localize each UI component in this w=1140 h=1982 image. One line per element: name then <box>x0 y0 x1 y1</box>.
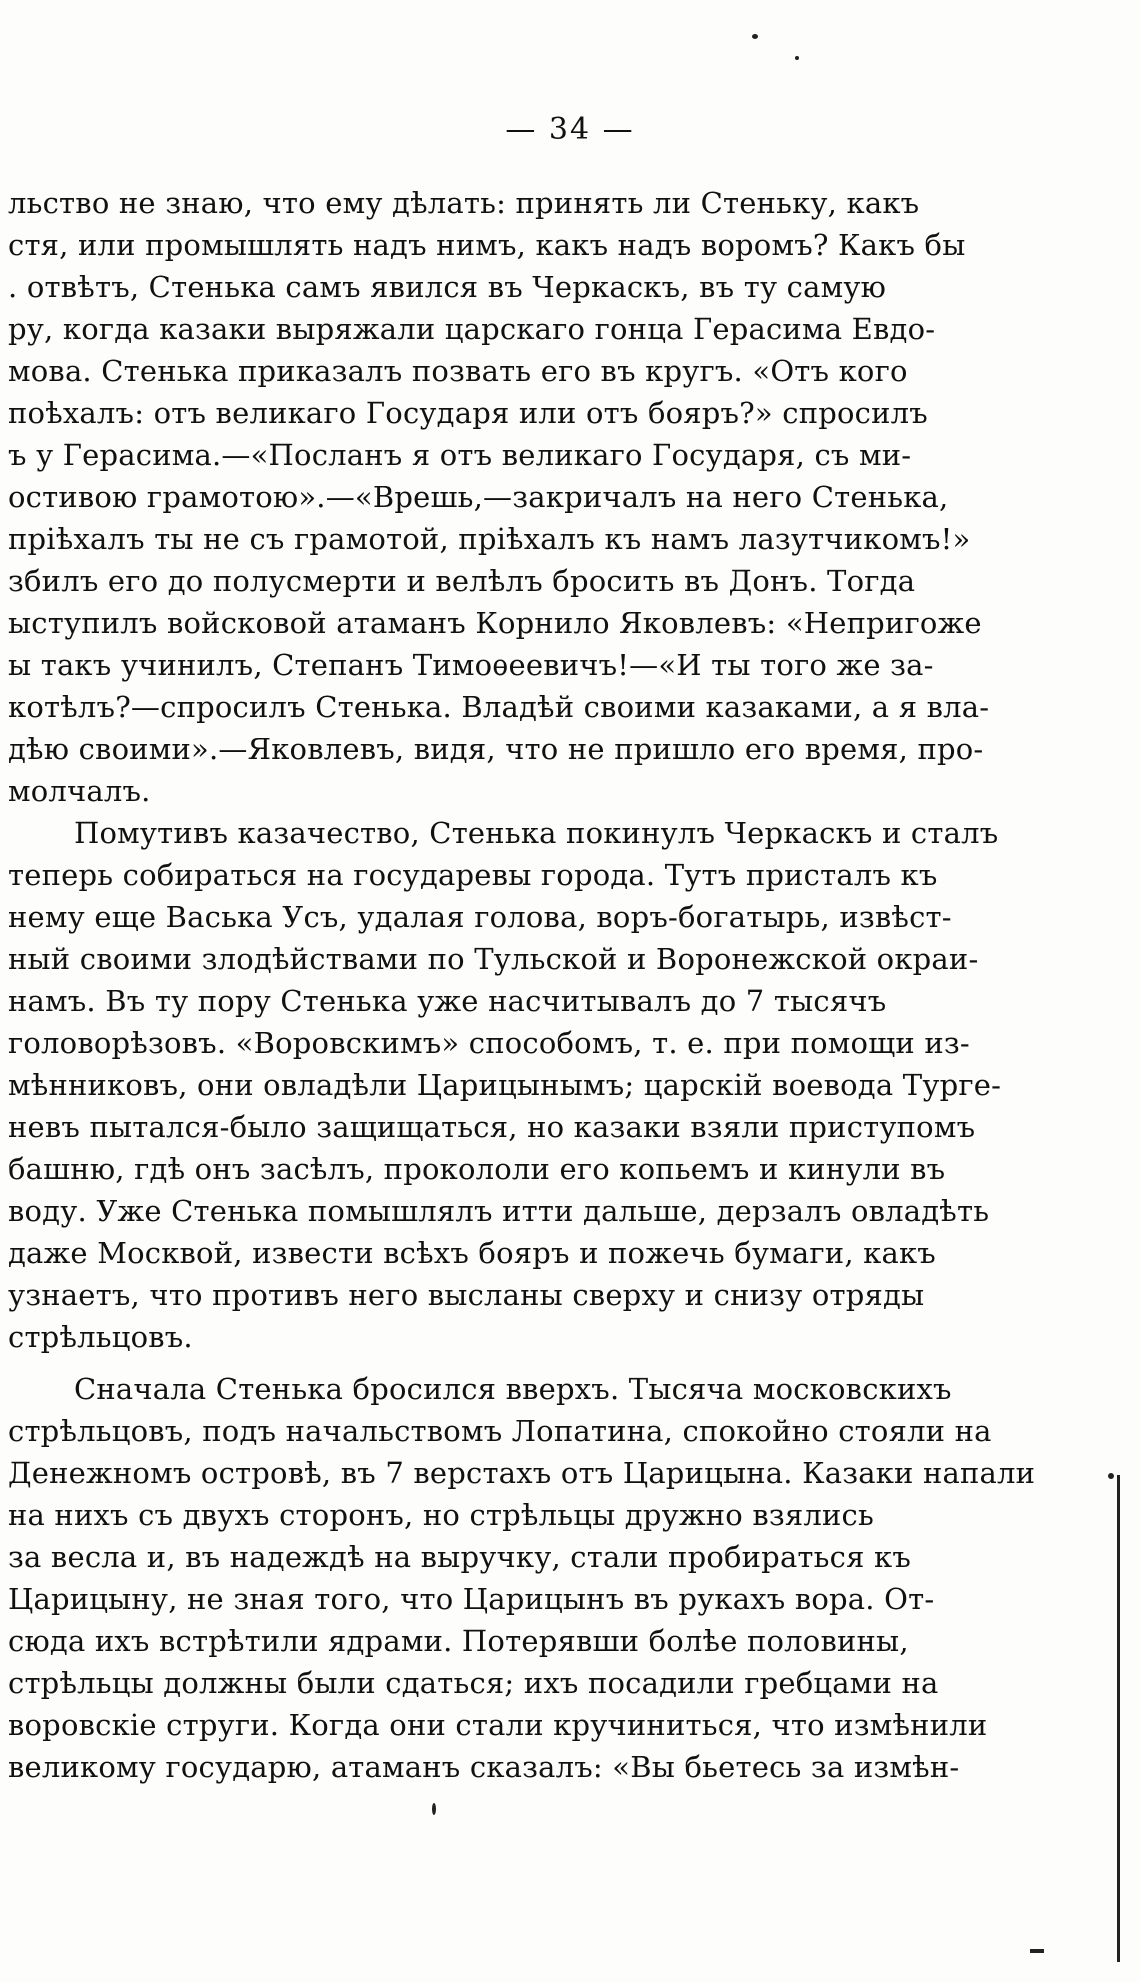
paragraph-1 <box>8 182 1008 812</box>
text-line: пріѣхалъ ты не съ грамотой, пріѣхалъ къ намъ лазутчикомъ!» <box>8 522 971 556</box>
text-line: даже Москвой, извести всѣхъ бояръ и пожечь бумаги, какъ <box>8 1236 936 1270</box>
text-line: льство не знаю, что ему дѣлать: принять ли Стеньку, какъ <box>8 186 920 220</box>
scan-speck <box>432 1803 436 1815</box>
text-line: башню, гдѣ онъ засѣлъ, прокололи его копьемъ и кинули въ <box>8 1152 946 1186</box>
text-line: ру, когда казаки выряжали царскаго гонца Герасима Евдо- <box>8 312 936 346</box>
text-line: стрѣльцовъ, подъ начальствомъ Лопатина, спокойно стояли на <box>8 1414 992 1448</box>
text-line: на нихъ съ двухъ сторонъ, но стрѣльцы дружно взялись <box>8 1498 874 1532</box>
text-line: теперь собираться на государевы города. Тутъ присталъ къ <box>8 858 938 892</box>
text-line: ы такъ учинилъ, Степанъ Тимоѳеевичъ!—«И ты того же за- <box>8 648 934 682</box>
text-line: збилъ его до полусмерти и велѣлъ бросить въ Донъ. Тогда <box>8 564 916 598</box>
scan-edge-line <box>1117 1475 1120 1962</box>
text-line: стрѣльцы должны были сдаться; ихъ посадили гребцами на <box>8 1666 939 1700</box>
text-line: Сначала Стенька бросился вверхъ. Тысяча московскихъ <box>74 1372 952 1406</box>
text-line: узнаетъ, что противъ него высланы сверху и снизу отряды <box>8 1278 925 1312</box>
text-line: Царицыну, не зная того, что Царицынъ въ рукахъ вора. От- <box>8 1582 935 1616</box>
paragraph-2 <box>8 812 1008 1358</box>
text-line: поѣхалъ: отъ великаго Государя или отъ бояръ?» спросилъ <box>8 396 928 430</box>
scan-speck <box>1108 1473 1114 1479</box>
text-line: воду. Уже Стенька помышлялъ итти дальше, дерзалъ овладѣть <box>8 1194 990 1228</box>
text-line: дѣю своими».—Яковлевъ, видя, что не пришло его время, про- <box>8 732 984 766</box>
text-line: мѣнниковъ, они овладѣли Царицынымъ; царскій воевода Турге- <box>8 1068 1002 1102</box>
text-line: ъ у Герасима.—«Посланъ я отъ великаго Государя, съ ми- <box>8 438 912 472</box>
scan-speck <box>752 34 758 39</box>
text-line: воровскіе струги. Когда они стали кручиниться, что измѣнили <box>8 1708 988 1742</box>
text-line: молчалъ. <box>8 774 151 808</box>
text-line: стя, или промышлять надъ нимъ, какъ надъ воромъ? Какъ бы <box>8 228 966 262</box>
body-text <box>8 182 1036 1788</box>
text-line: нему еще Васька Усъ, удалая голова, воръ-богатырь, извѣст- <box>8 900 952 934</box>
page-number: — 34 — <box>505 112 635 147</box>
text-line: невъ пытался-было защищаться, но казаки взяли приступомъ <box>8 1110 976 1144</box>
text-line: головорѣзовъ. «Воровскимъ» способомъ, т. е. при помощи из- <box>8 1026 970 1060</box>
text-line: ный своими злодѣйствами по Тульской и Воронежской окраи- <box>8 942 979 976</box>
text-line: стрѣльцовъ. <box>8 1320 193 1354</box>
text-line: сюда ихъ встрѣтили ядрами. Потерявши болѣе половины, <box>8 1624 909 1658</box>
text-line: намъ. Въ ту пору Стенька уже насчитывалъ до 7 тысячъ <box>8 984 887 1018</box>
text-line: . отвѣтъ, Стенька самъ явился въ Черкаскъ, въ ту самую <box>8 270 887 304</box>
text-line: за весла и, въ надеждѣ на выручку, стали пробираться къ <box>8 1540 911 1574</box>
text-line: котѣлъ?—спросилъ Стенька. Владѣй своими казаками, а я вла- <box>8 690 990 724</box>
text-line: Помутивъ казачество, Стенька покинулъ Черкаскъ и сталъ <box>74 816 999 850</box>
scan-speck <box>1030 1949 1044 1953</box>
text-line: ыступилъ войсковой атаманъ Корнило Яковлевъ: «Непригоже <box>8 606 982 640</box>
text-line: мова. Стенька приказалъ позвать его въ кругъ. «Отъ кого <box>8 354 908 388</box>
paragraph-3 <box>8 1368 1036 1788</box>
scan-speck <box>795 56 799 60</box>
text-line: великому государю, атаманъ сказалъ: «Вы бьетесь за измѣн- <box>8 1750 960 1784</box>
text-line: остивою грамотою».—«Врешь,—закричалъ на него Стенька, <box>8 480 949 514</box>
text-line: Денежномъ островѣ, въ 7 верстахъ отъ Царицына. Казаки напали <box>8 1456 1036 1490</box>
